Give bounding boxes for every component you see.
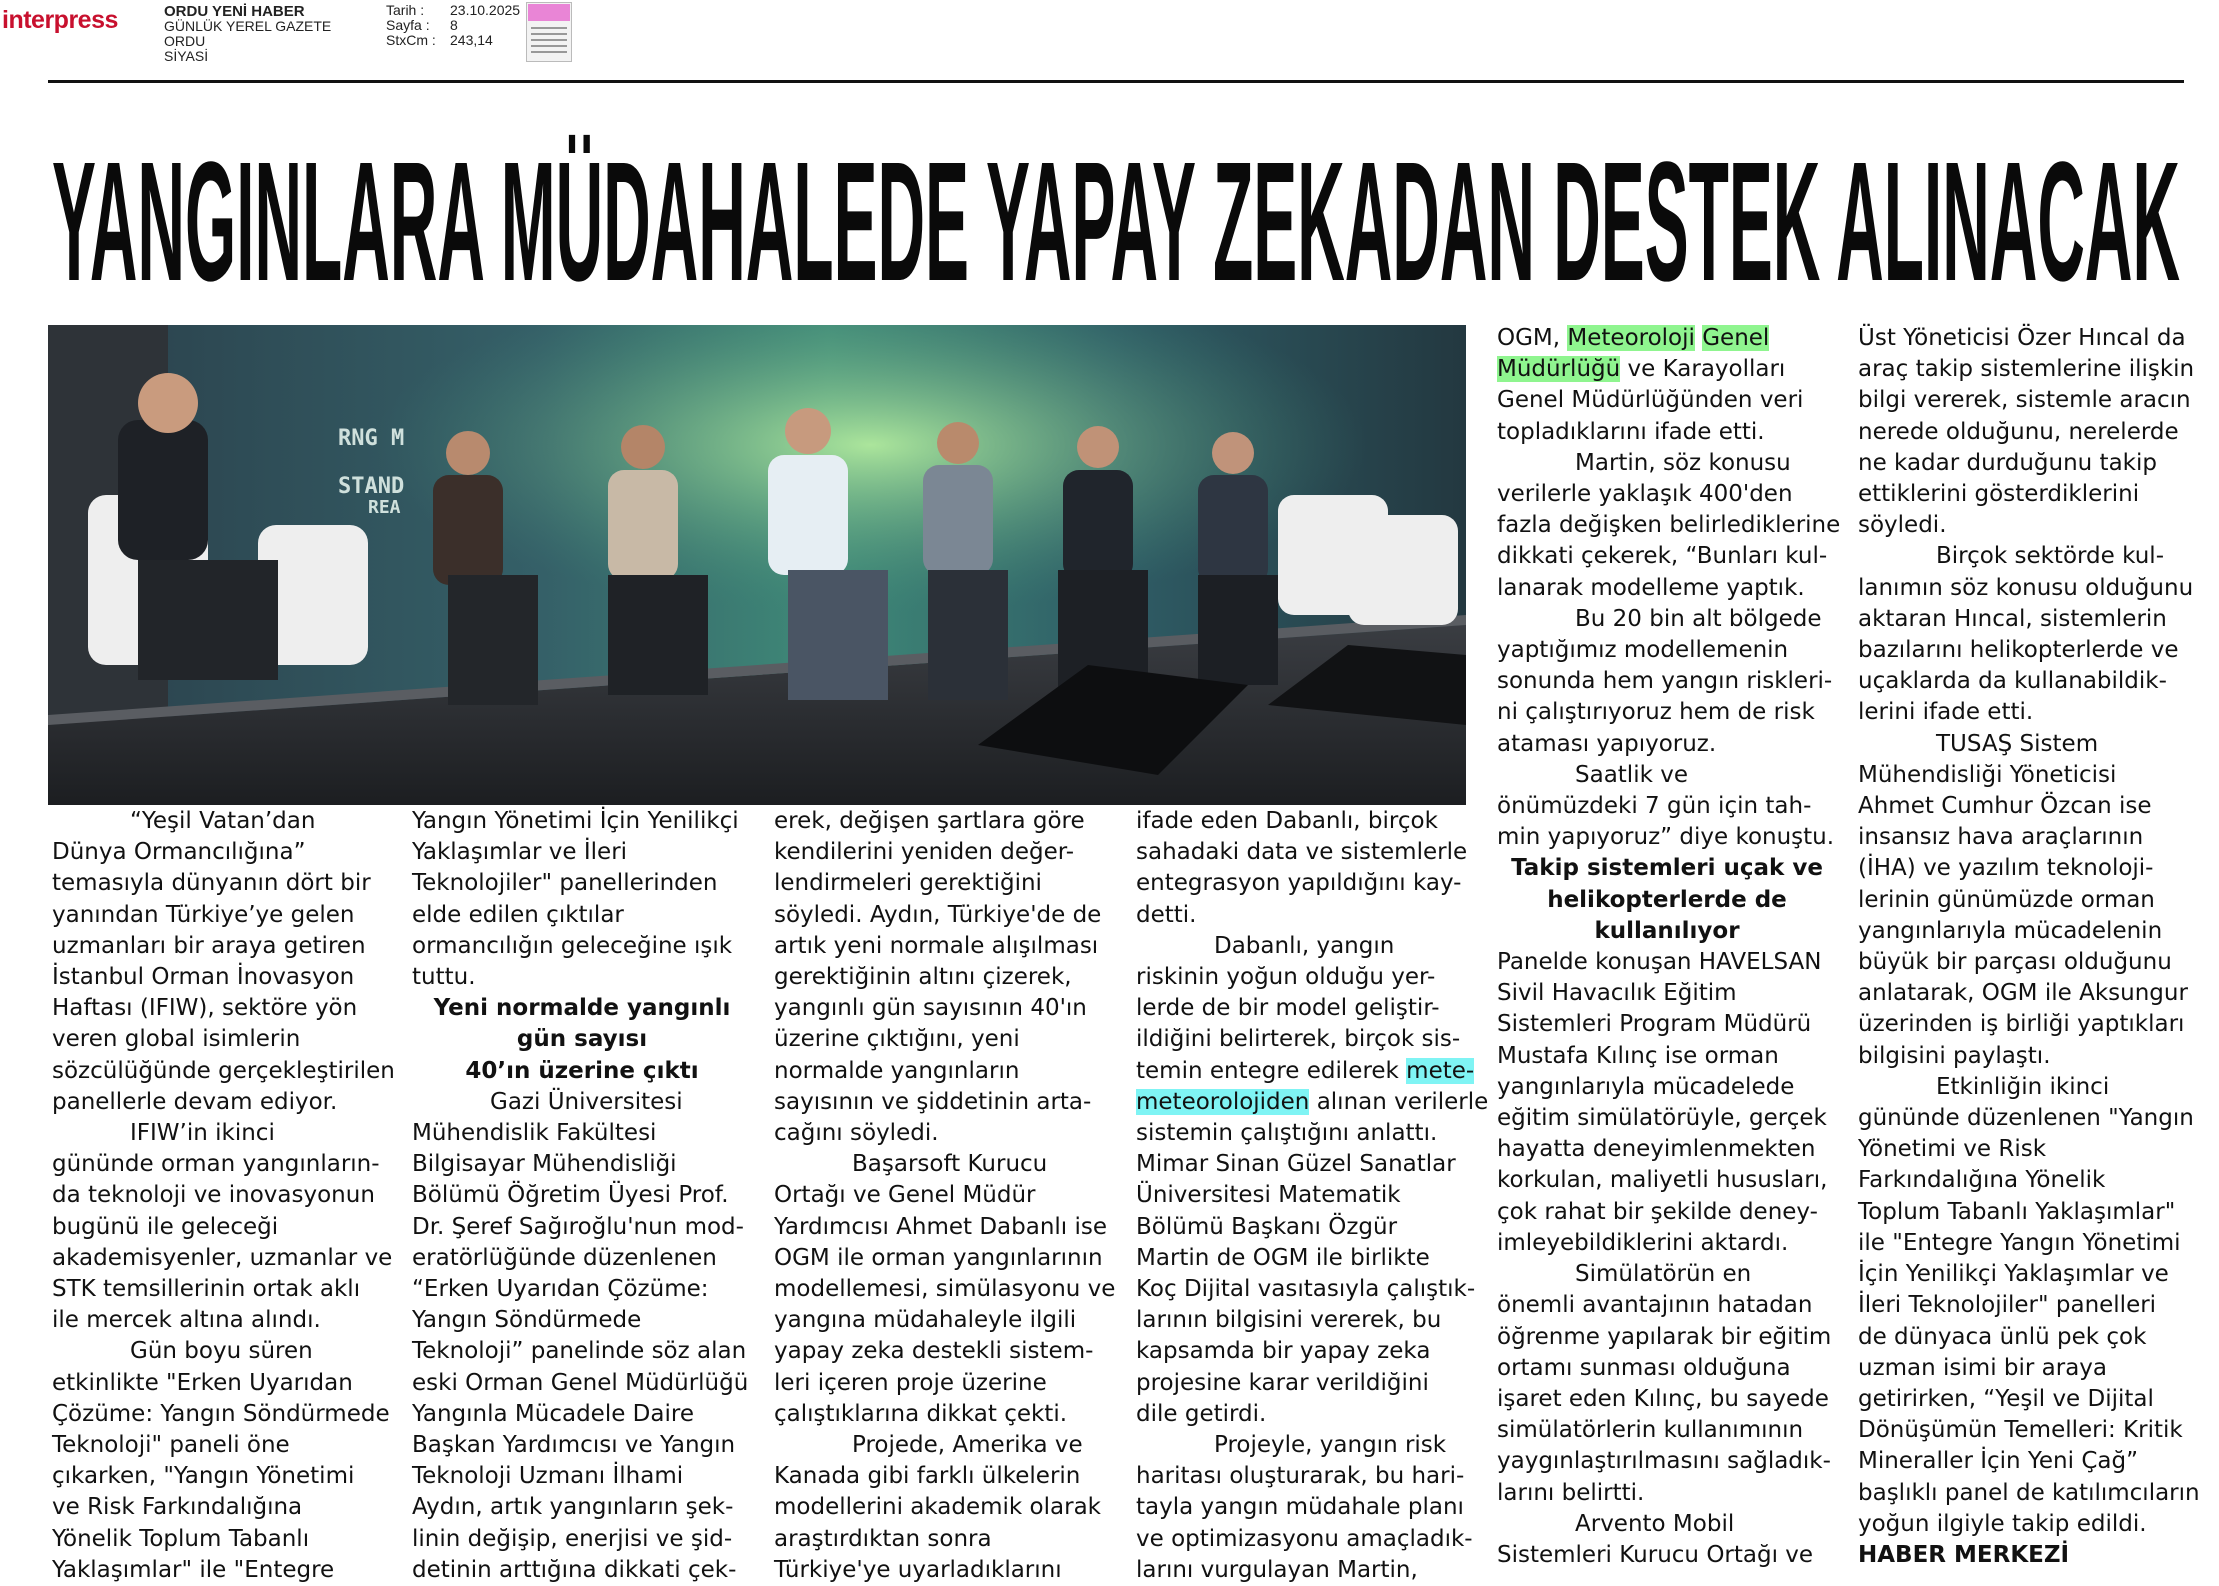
- text-line: fazla değişken belirlediklerine: [1497, 512, 1841, 539]
- text-line: aktaran Hıncal, sistemlerin: [1858, 605, 2167, 632]
- publication-city: ORDU: [164, 33, 206, 49]
- text-line: eğitim simülatörüyle, gerçek: [1497, 1105, 1827, 1132]
- text-line: temasıyla dünyanın dört bir: [52, 870, 371, 897]
- text-line: verilerle yaklaşık 400'den: [1497, 481, 1793, 508]
- text-line: araştırdıktan sonra: [774, 1525, 992, 1552]
- text-line: uzmanları bir araya getiren: [52, 932, 366, 959]
- text-line: araç takip sistemlerine ilişkin: [1858, 356, 2195, 383]
- text-line: veren global isimlerin: [52, 1026, 301, 1053]
- text-line: uçaklarda da kullanabildik-: [1858, 668, 2167, 695]
- text-line: yaptığımız modellemenin: [1497, 637, 1789, 664]
- text-line: OGM ile orman yangınlarının: [774, 1244, 1103, 1271]
- text-line: tayla yangın müdahale planı: [1136, 1494, 1464, 1521]
- subheading-line: helikopterlerde de: [1547, 886, 1787, 913]
- text-line: Teknoloji" paneli öne: [52, 1432, 290, 1459]
- headline: [48, 80, 2184, 290]
- text-line: Kanada gibi farklı ülkelerin: [774, 1463, 1081, 1490]
- text-line: Teknolojiler" panellerinden: [412, 870, 718, 897]
- text-line: Simülatörün en: [1575, 1261, 1752, 1288]
- subheading-line: Takip sistemleri uçak ve: [1511, 855, 1823, 882]
- text-line: detinin arttığına dikkati çek-: [412, 1556, 737, 1583]
- text-line: Haftası (IFIW), sektöre yön: [52, 995, 358, 1022]
- text-line: IFIW’in ikinci: [130, 1120, 275, 1147]
- text-line: ifade eden Dabanlı, birçok: [1136, 808, 1438, 834]
- text-line: Yangın Yönetimi İçin Yenilikçi: [412, 808, 739, 834]
- text-line: Genel Müdürlüğünden veri: [1497, 387, 1804, 414]
- headline-text: YANGINLARA MÜDAHALEDE YAPAY ZEKADAN DESTEK ALINACAK: [52, 127, 2180, 290]
- clip-meta: [386, 3, 520, 48]
- text-line: dikkati çekerek, “Bunları kul-: [1497, 543, 1828, 570]
- text-line: haritası oluşturarak, bu hari-: [1136, 1463, 1465, 1490]
- text-line: (İHA) ve yazılım teknoloji-: [1858, 855, 2154, 882]
- text-line: öğrenme yapılarak bir eğitim: [1497, 1323, 1832, 1350]
- text-line: larını vurgulayan Martin,: [1136, 1556, 1418, 1583]
- text-line: leri içeren proje üzerine: [774, 1369, 1047, 1396]
- text-line: Yaklaşımlar ve İleri: [412, 839, 628, 866]
- text-line: Koç Dijital vasıtasıyla çalıştık-: [1136, 1276, 1476, 1303]
- column-4: [1136, 806, 1489, 1586]
- text-line: yangınlı gün sayısının 40'ın: [774, 995, 1087, 1022]
- text-line: simülatörlerin kullanımının: [1497, 1417, 1804, 1444]
- screen-text-3: REA: [368, 497, 401, 518]
- text-line: Bölümü Başkanı Özgür: [1136, 1213, 1398, 1240]
- stxcm-value: 243,14: [450, 32, 493, 48]
- text-line: eratörlüğünde düzenlenen: [412, 1244, 717, 1271]
- text-line: Mineraller İçin Yeni Çağ”: [1858, 1448, 2139, 1475]
- text-span: ve Karayolları: [1620, 356, 1786, 383]
- text-line: Bilgisayar Mühendisliği: [412, 1151, 677, 1178]
- text-line: İçin Yenilikçi Yaklaşımlar ve: [1858, 1261, 2169, 1288]
- text-line: entegrasyon yapıldığını kay-: [1136, 870, 1462, 897]
- text-line: modellerini akademik olarak: [774, 1494, 1101, 1521]
- text-line: İleri Teknolojiler" panelleri: [1858, 1292, 2157, 1319]
- subheading-line: Yeni normalde yangınlı: [433, 995, 731, 1022]
- text-line: lerini ifade etti.: [1858, 699, 2034, 726]
- text-line: Gün boyu süren: [130, 1338, 313, 1365]
- text-line: yoğun ilgiyle takip edildi.: [1858, 1510, 2147, 1537]
- date-label: Tarih :: [386, 2, 425, 18]
- column-6: [1858, 323, 2208, 1571]
- publication-category: SİYASİ: [164, 48, 209, 64]
- publication-name: ORDU YENİ HABER: [164, 3, 305, 20]
- subheading-line: kullanılıyor: [1594, 917, 1740, 944]
- text-line: Yardımcısı Ahmet Dabanlı ise: [774, 1213, 1108, 1240]
- text-line: Başarsoft Kurucu: [852, 1151, 1048, 1178]
- text-line: üzerine çıktığını, yeni: [774, 1026, 1020, 1053]
- text-line: Yangınla Mücadele Daire: [412, 1400, 694, 1427]
- text-line: eski Orman Genel Müdürlüğü: [412, 1369, 749, 1396]
- text-line: ataması yapıyoruz.: [1497, 730, 1717, 757]
- text-line: etkinlikte "Erken Uyarıdan: [52, 1369, 353, 1396]
- text-line: sayısının ve şiddetinin arta-: [774, 1088, 1092, 1115]
- text-line: sözcülüğünde gerçekleştirilen: [52, 1057, 395, 1084]
- text-line: Başkan Yardımcısı ve Yangın: [412, 1432, 736, 1459]
- text-line: ve Risk Farkındalığına: [52, 1494, 303, 1521]
- text-line: başlıklı panel de katılımcıların: [1858, 1479, 2200, 1506]
- text-line: modellemesi, simülasyonu ve: [774, 1276, 1116, 1303]
- column-2: [412, 806, 752, 1586]
- text-line: imleyebildiklerini aktardı.: [1497, 1229, 1789, 1256]
- text-line: Dünya Ormancılığına”: [52, 839, 306, 866]
- text-line: önümüzdeki 7 gün için tah-: [1497, 793, 1812, 820]
- text-span: temin entegre edilerek: [1136, 1057, 1407, 1084]
- text-line: [1136, 1056, 1476, 1087]
- text-line: Aydın, artık yangınların şek-: [412, 1494, 734, 1521]
- text-span: OGM,: [1497, 325, 1568, 351]
- text-line: elde edilen çıktılar: [412, 901, 624, 928]
- text-line: Saatlik ve: [1575, 761, 1688, 788]
- text-line: ile mercek altına alındı.: [52, 1307, 321, 1334]
- text-line: getirirken, “Yeşil ve Dijital: [1858, 1385, 2154, 1412]
- text-line: ve optimizasyonu amaçladık-: [1136, 1525, 1473, 1552]
- text-line: bilgi vererek, sistemle aracın: [1858, 387, 2191, 414]
- text-line: Teknoloji Uzmanı İlhami: [412, 1463, 684, 1490]
- column-3: [774, 806, 1114, 1586]
- text-line: ettiklerini gösterdiklerini: [1858, 481, 2140, 508]
- text-line: ormancılığın geleceğine ışık: [412, 932, 733, 959]
- text-line: anlatarak, OGM ile Aksungur: [1858, 980, 2188, 1007]
- author-signature: HABER MERKEZİ: [1858, 1541, 2070, 1568]
- text-line: Birçok sektörde kul-: [1936, 543, 2165, 570]
- text-line: yapay zeka destekli sistem-: [774, 1338, 1094, 1365]
- text-line: ile "Entegre Yangın Yönetimi: [1858, 1229, 2181, 1256]
- text-line: tuttu.: [412, 964, 476, 991]
- text-line: Projede, Amerika ve: [852, 1432, 1083, 1459]
- screen-text-1: RNG M: [338, 426, 405, 451]
- text-line: büyük bir parçası olduğunu: [1858, 949, 2172, 976]
- text-line: Sistemleri Program Müdürü: [1497, 1011, 1812, 1038]
- text-line: Ortağı ve Genel Müdür: [774, 1182, 1036, 1209]
- column-1: [52, 806, 395, 1586]
- highlighted-word: mete-: [1406, 1057, 1475, 1084]
- publication-frequency: GÜNLÜK YEREL GAZETE: [164, 18, 332, 34]
- text-line: Toplum Tabanlı Yaklaşımlar": [1858, 1198, 2176, 1225]
- text-line: “Erken Uyarıdan Çözüme:: [412, 1276, 709, 1303]
- highlighted-word: Meteoroloji: [1567, 325, 1695, 351]
- text-line: akademisyenler, uzmanlar ve: [52, 1244, 393, 1271]
- text-line: lerinin günümüzde orman: [1858, 886, 2155, 913]
- text-line: Dönüşümün Temelleri: Kritik: [1858, 1417, 2183, 1444]
- text-line: dile getirdi.: [1136, 1400, 1267, 1427]
- text-line: topladıklarını ifade etti.: [1497, 418, 1765, 445]
- text-line: önemli avantajının hatadan: [1497, 1292, 1813, 1319]
- text-line: insansız hava araçlarının: [1858, 824, 2144, 851]
- text-line: yanından Türkiye’ye gelen: [52, 901, 355, 928]
- text-line: Bölümü Öğretim Üyesi Prof.: [412, 1182, 729, 1209]
- text-line: lanarak modelleme yaptık.: [1497, 574, 1805, 601]
- text-line: normalde yangınların: [774, 1057, 1020, 1084]
- text-line: Sistemleri Kurucu Ortağı ve: [1497, 1541, 1814, 1568]
- text-line: gününde düzenlenen "Yangın: [1858, 1105, 2194, 1132]
- text-line: gerektiğinin altını çizerek,: [774, 964, 1072, 991]
- text-line: Mühendislik Fakültesi: [412, 1120, 657, 1147]
- text-line: ortamı sunması olduğuna: [1497, 1354, 1791, 1381]
- screen-text-2: STAND: [338, 474, 405, 499]
- text-line: Üst Yöneticisi Özer Hıncal da: [1858, 325, 2186, 351]
- text-line: yaygınlaştırılmasını sağladık-: [1497, 1448, 1831, 1475]
- column-5: [1497, 323, 1841, 1571]
- text-line: lanımın söz konusu olduğunu: [1858, 574, 2194, 601]
- text-line: STK temsillerinin ortak aklı: [52, 1276, 361, 1303]
- publication-info: [164, 4, 331, 64]
- text-line: bazılarını helikopterlerde ve: [1858, 637, 2179, 664]
- text-line: Dabanlı, yangın: [1214, 932, 1395, 959]
- text-line: işaret eden Kılınç, bu sayede: [1497, 1385, 1829, 1412]
- text-line: da teknoloji ve inovasyonun: [52, 1182, 375, 1209]
- text-line: panellerle devam ediyor.: [52, 1088, 338, 1115]
- text-line: kendilerini yeniden değer-: [774, 839, 1075, 866]
- text-line: Farkındalığına Yönelik: [1858, 1167, 2106, 1194]
- text-line: TUSAŞ Sistem: [1936, 730, 2099, 757]
- text-line: de dünyaca ünlü pek çok: [1858, 1323, 2147, 1350]
- text-line: Projeyle, yangın risk: [1214, 1432, 1447, 1459]
- text-line: cağını söyledi.: [774, 1120, 939, 1147]
- text-line: yangınlarıyla mücadelenin: [1858, 917, 2163, 944]
- text-line: [1497, 354, 1837, 385]
- text-line: “Yeşil Vatan’dan: [130, 808, 316, 834]
- highlighted-word: meteorolojiden: [1136, 1088, 1310, 1115]
- text-line: Mustafa Kılınç ise orman: [1497, 1042, 1779, 1069]
- text-line: ildiğini belirterek, birçok sis-: [1136, 1026, 1461, 1053]
- text-line: Üniversitesi Matematik: [1136, 1182, 1401, 1209]
- text-line: ni çalıştırıyoruz hem de risk: [1497, 699, 1815, 726]
- text-line: Yaklaşımlar" ile "Entegre: [52, 1556, 335, 1583]
- text-line: çıkarken, "Yangın Yönetimi: [52, 1463, 355, 1490]
- text-line: [1497, 323, 1837, 354]
- text-line: Etkinliğin ikinci: [1936, 1073, 2110, 1100]
- highlighted-word: Müdürlüğü: [1497, 356, 1621, 383]
- text-line: Çözüme: Yangın Söndürmede: [52, 1400, 390, 1427]
- text-line: Türkiye'ye uyarladıklarını: [774, 1556, 1062, 1583]
- text-line: hayatta deneyimlenmekten: [1497, 1136, 1816, 1163]
- page-thumbnail: [526, 2, 572, 62]
- text-line: uzman isimi bir araya: [1858, 1354, 2108, 1381]
- text-line: İstanbul Orman İnovasyon: [52, 964, 355, 991]
- text-line: sahadaki data ve sistemlerle: [1136, 839, 1468, 866]
- text-line: Mühendisliği Yöneticisi: [1858, 761, 2117, 788]
- page-value: 8: [450, 17, 458, 33]
- panel-photo: [48, 325, 1466, 805]
- text-line: Ahmet Cumhur Özcan ise: [1858, 793, 2152, 820]
- text-line: korkulan, maliyetli hususları,: [1497, 1167, 1828, 1194]
- text-line: çok rahat bir şekilde deney-: [1497, 1198, 1818, 1225]
- text-line: Dr. Şeref Sağıroğlu'nun mod-: [412, 1213, 744, 1240]
- text-line: söyledi. Aydın, Türkiye'de de: [774, 901, 1102, 928]
- text-line: linin değişip, enerjisi ve şid-: [412, 1525, 733, 1552]
- text-line: Bu 20 bin alt bölgede: [1575, 605, 1822, 632]
- highlighted-word: Genel: [1702, 325, 1770, 351]
- subheading-line: gün sayısı: [516, 1026, 648, 1053]
- text-line: bugünü ile geleceği: [52, 1213, 279, 1240]
- text-line: sistemin çalıştığını anlattı.: [1136, 1120, 1438, 1147]
- interpress-logo: interpress: [2, 6, 118, 34]
- text-line: larını belirtti.: [1497, 1479, 1645, 1506]
- text-line: Martin de OGM ile birlikte: [1136, 1244, 1430, 1271]
- subheading-line: 40’ın üzerine çıktı: [465, 1057, 699, 1084]
- text-line: ne kadar durduğunu takip: [1858, 449, 2157, 476]
- text-line: erek, değişen şartlara göre: [774, 808, 1085, 834]
- text-line: Yangın Söndürmede: [412, 1307, 642, 1334]
- text-line: üzerinden iş birliği yaptıkları: [1858, 1011, 2185, 1038]
- text-span: alınan verilerle: [1309, 1088, 1489, 1115]
- text-line: sonunda hem yangın riskleri-: [1497, 668, 1833, 695]
- text-line: nerede olduğunu, nerelerde: [1858, 418, 2179, 445]
- text-line: yangına müdahaleyle ilgili: [774, 1307, 1077, 1334]
- text-line: artık yeni normale alışılması: [774, 932, 1099, 959]
- text-line: çalıştıklarına dikkat çekti.: [774, 1400, 1068, 1427]
- text-line: projesine karar verildiğini: [1136, 1369, 1429, 1396]
- page-label: Sayfa :: [386, 17, 430, 33]
- text-line: larının bilgisini vererek, bu: [1136, 1307, 1442, 1334]
- text-line: Gazi Üniversitesi: [490, 1088, 683, 1115]
- text-line: kapsamda bir yapay zeka: [1136, 1338, 1431, 1365]
- text-line: Sivil Havacılık Eğitim: [1497, 980, 1737, 1007]
- text-line: yangınlarıyla mücadelede: [1497, 1073, 1795, 1100]
- text-line: Teknoloji” panelinde söz alan: [412, 1338, 747, 1365]
- text-line: Arvento Mobil: [1575, 1510, 1735, 1537]
- text-line: bilgisini paylaştı.: [1858, 1042, 2051, 1069]
- text-line: detti.: [1136, 901, 1197, 928]
- text-line: riskinin yoğun olduğu yer-: [1136, 964, 1436, 991]
- date-value: 23.10.2025: [450, 2, 521, 18]
- text-line: Yönetimi ve Risk: [1858, 1136, 2047, 1163]
- text-line: Panelde konuşan HAVELSAN: [1497, 949, 1822, 976]
- stxcm-label: StxCm :: [386, 32, 436, 48]
- text-line: söyledi.: [1858, 512, 1947, 539]
- text-line: min yapıyoruz” diye konuştu.: [1497, 824, 1835, 851]
- text-line: gününde orman yangınların-: [52, 1151, 380, 1178]
- text-line: Yönelik Toplum Tabanlı: [52, 1525, 310, 1552]
- text-line: Martin, söz konusu: [1575, 449, 1791, 476]
- text-line: [1136, 1087, 1489, 1118]
- text-line: lendirmeleri gerektiğini: [774, 870, 1042, 897]
- text-line: lerde de bir model geliştir-: [1136, 995, 1440, 1022]
- text-line: Mimar Sinan Güzel Sanatlar: [1136, 1151, 1456, 1178]
